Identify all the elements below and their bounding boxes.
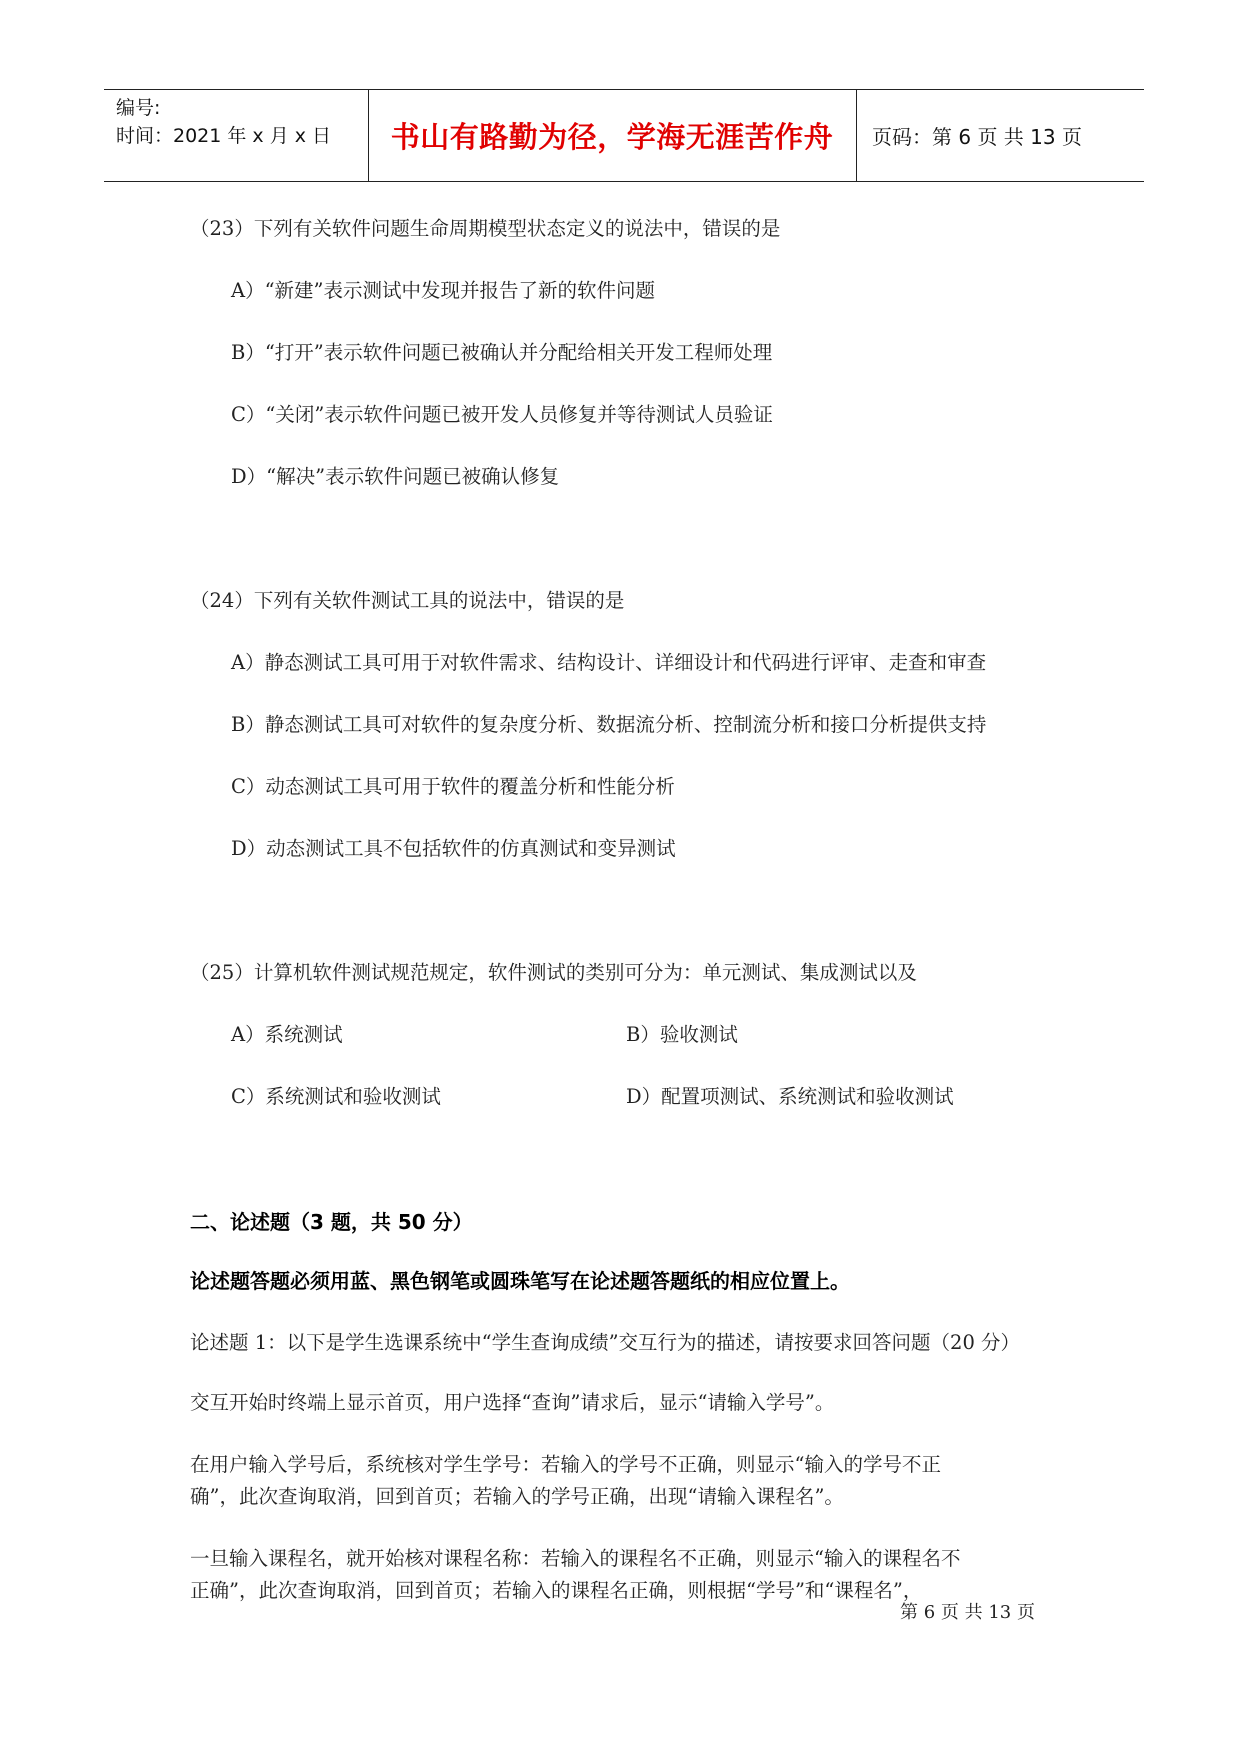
header-divider-right [856, 90, 857, 181]
header-number-label: 编号: [116, 97, 161, 119]
question-25-option-b: B）验收测试 [626, 1023, 738, 1046]
header-motto: 书山有路勤为径，学海无涯苦作舟 [390, 120, 834, 154]
essay-1-paragraph-2-line-2: 确”，此次查询取消，回到首页；若输入的学号正确，出现“请输入课程名”。 [190, 1485, 844, 1508]
question-24-option-b: B）静态测试工具可对软件的复杂度分析、数据流分析、控制流分析和接口分析提供支持 [231, 713, 987, 736]
question-24-option-d: D）动态测试工具不包括软件的仿真测试和变异测试 [231, 837, 676, 860]
question-23-option-b: B）“打开”表示软件问题已被确认并分配给相关开发工程师处理 [231, 341, 773, 364]
question-25-option-d: D）配置项测试、系统测试和验收测试 [626, 1085, 954, 1108]
question-25-option-a: A）系统测试 [231, 1023, 343, 1046]
essay-1-paragraph-3-line-1: 一旦输入课程名，就开始核对课程名称：若输入的课程名不正确，则显示“输入的课程名不 [190, 1547, 961, 1570]
question-23-option-a: A）“新建”表示测试中发现并报告了新的软件问题 [231, 279, 656, 302]
page-footer: 第 6 页 共 13 页 [900, 1602, 1035, 1623]
essay-1-paragraph-3-line-2: 正确”，此次查询取消，回到首页；若输入的课程名正确，则根据“学号”和“课程名”， [190, 1579, 923, 1602]
section-2-title: 二、论述题（3 题，共 50 分） [190, 1210, 473, 1234]
header-time-label: 时间：2021 年 x 月 x 日 [116, 125, 332, 147]
essay-1-paragraph-1: 交互开始时终端上显示首页，用户选择“查询”请求后，显示“请输入学号”。 [190, 1391, 835, 1414]
question-24-option-c: C）动态测试工具可用于软件的覆盖分析和性能分析 [231, 775, 675, 798]
question-24-stem: （24）下列有关软件测试工具的说法中，错误的是 [190, 589, 625, 612]
essay-1-title: 论述题 1：以下是学生选课系统中“学生查询成绩”交互行为的描述，请按要求回答问题（20 分） [190, 1331, 1021, 1354]
page-header [104, 89, 1144, 182]
essay-1-paragraph-2-line-1: 在用户输入学号后，系统核对学生学号：若输入的学号不正确，则显示“输入的学号不正 [190, 1453, 941, 1476]
question-23-option-d: D）“解决”表示软件问题已被确认修复 [231, 465, 560, 488]
question-25-option-c: C）系统测试和验收测试 [231, 1085, 441, 1108]
section-2-instruction: 论述题答题必须用蓝、黑色钢笔或圆珠笔写在论述题答题纸的相应位置上。 [190, 1269, 850, 1293]
question-25-stem: （25）计算机软件测试规范规定，软件测试的类别可分为：单元测试、集成测试以及 [190, 961, 917, 984]
question-24-option-a: A）静态测试工具可用于对软件需求、结构设计、详细设计和代码进行评审、走查和审查 [231, 651, 987, 674]
question-23-stem: （23）下列有关软件问题生命周期模型状态定义的说法中，错误的是 [190, 217, 781, 240]
question-23-option-c: C）“关闭”表示软件问题已被开发人员修复并等待测试人员验证 [231, 403, 773, 426]
header-meta [116, 94, 331, 150]
header-page-label: 页码：第 6 页 共 13 页 [872, 125, 1082, 149]
